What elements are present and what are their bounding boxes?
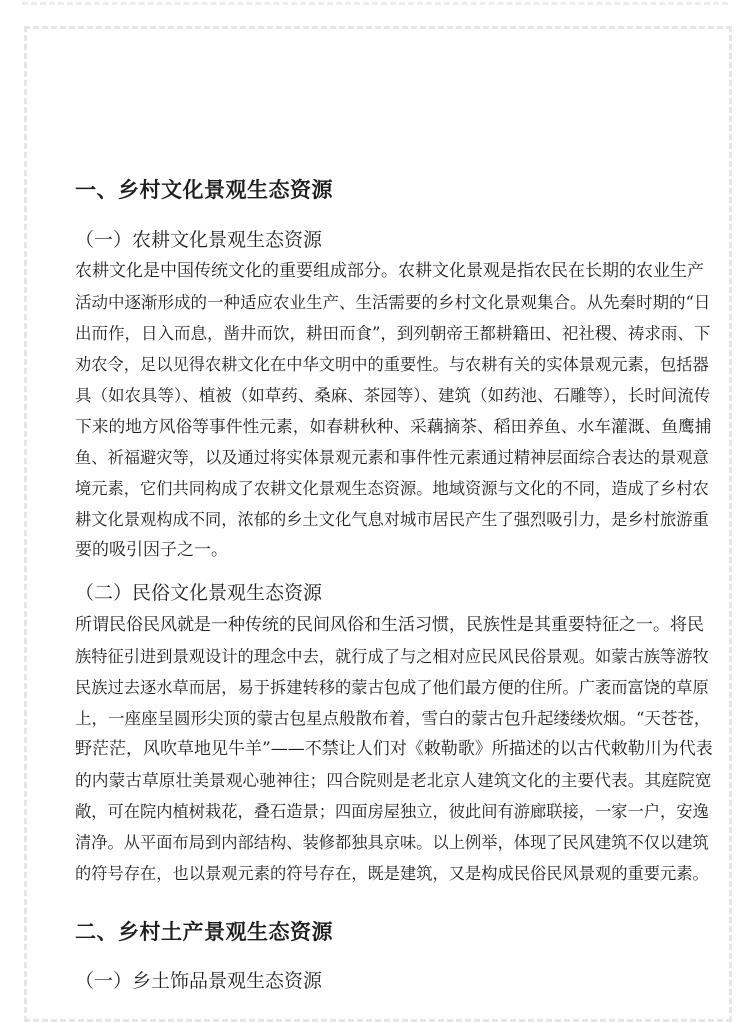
text-line: 族特征引进到景观设计的理念中去，就行成了与之相对应民风民俗景观。如蒙古族等游牧: [75, 647, 709, 666]
text-line: 出而作，日入而息，凿井而饮，耕田而食”，到列朝帝王都耕籍田、祀社稷、祷求雨、下: [75, 324, 711, 343]
subsection-heading-farming: （一）农耕文化景观生态资源: [75, 229, 323, 251]
document-page: [24, 26, 732, 1022]
text-line: 清净。从平面布局到内部结构、装修都独具京味。以上例举，体现了民风建筑不仅以建筑: [75, 833, 709, 852]
text-line: 民族过去逐水草而居，易于拆建转移的蒙古包成了他们最方便的住所。广袤而富饶的草原: [75, 678, 709, 697]
text-line: 鱼、祈福避灾等，以及通过将实体景观元素和事件性元素通过精神层面综合表达的景观意: [75, 448, 709, 467]
text-line: 的符号存在，也以景观元素的符号存在，既是建筑，又是构成民俗民风景观的重要元素。: [75, 864, 709, 883]
text-line: 所谓民俗民风就是一种传统的民间风俗和生活习惯，民族性是其重要特征之一。将民: [75, 615, 704, 635]
text-line: 下来的地方风俗等事件性元素，如春耕秋种、采藕摘茶、稻田养鱼、水车灌溉、鱼鹰捕: [75, 416, 712, 436]
subsection-heading-folk: （二）民俗文化景观生态资源: [75, 582, 323, 604]
text-line: 要的吸引因子之一。: [75, 540, 228, 560]
text-line: 农耕文化是中国传统文化的重要组成部分。农耕文化景观是指农民在长期的农业生产: [75, 261, 704, 281]
section-heading-2: 二、乡村土产景观生态资源: [75, 920, 333, 944]
text-line: 耕文化景观构成不同，浓郁的乡土文化气息对城市居民产生了强烈吸引力，是乡村旅游重: [75, 510, 709, 529]
paragraph-farming-culture: [75, 256, 715, 566]
text-line: 境元素，它们共同构成了农耕文化景观生态资源。地域资源与文化的不同，造成了乡村农: [75, 479, 709, 498]
text-line: 活动中逐渐形成的一种适应农业生产、生活需要的乡村文化景观集合。从先秦时期的“日: [75, 293, 711, 312]
text-line: 劝农令，足以见得农耕文化在中华文明中的重要性。与农耕有关的实体景观元素，包括器: [75, 355, 709, 374]
paragraph-folk-culture: [75, 610, 715, 889]
top-dashed-border: [22, 2, 728, 5]
text-line: 上，一座座呈圆形尖顶的蒙古包星点般散布着，雪白的蒙古包升起缕缕炊烟。“天苍苍，: [75, 709, 711, 728]
subsection-heading-ornaments: （一）乡土饰品景观生态资源: [75, 970, 323, 992]
text-line: 的内蒙古草原壮美景观心驰神往；四合院则是老北京人建筑文化的主要代表。其庭院宽: [75, 770, 712, 790]
section-heading-1: 一、乡村文化景观生态资源: [75, 178, 333, 202]
text-line: 具（如农具等）、植被（如草药、桑麻、茶园等）、建筑（如药池、石雕等），长时间流传: [75, 386, 711, 405]
text-line: 野茫茫，风吹草地见牛羊”——不禁让人们对《敕勒歌》所描述的以古代敕勒川为代表: [75, 739, 713, 759]
text-line: 敞，可在院内植树栽花，叠石造景；四面房屋独立，彼此间有游廊联接，一家一户，安逸: [75, 802, 709, 821]
